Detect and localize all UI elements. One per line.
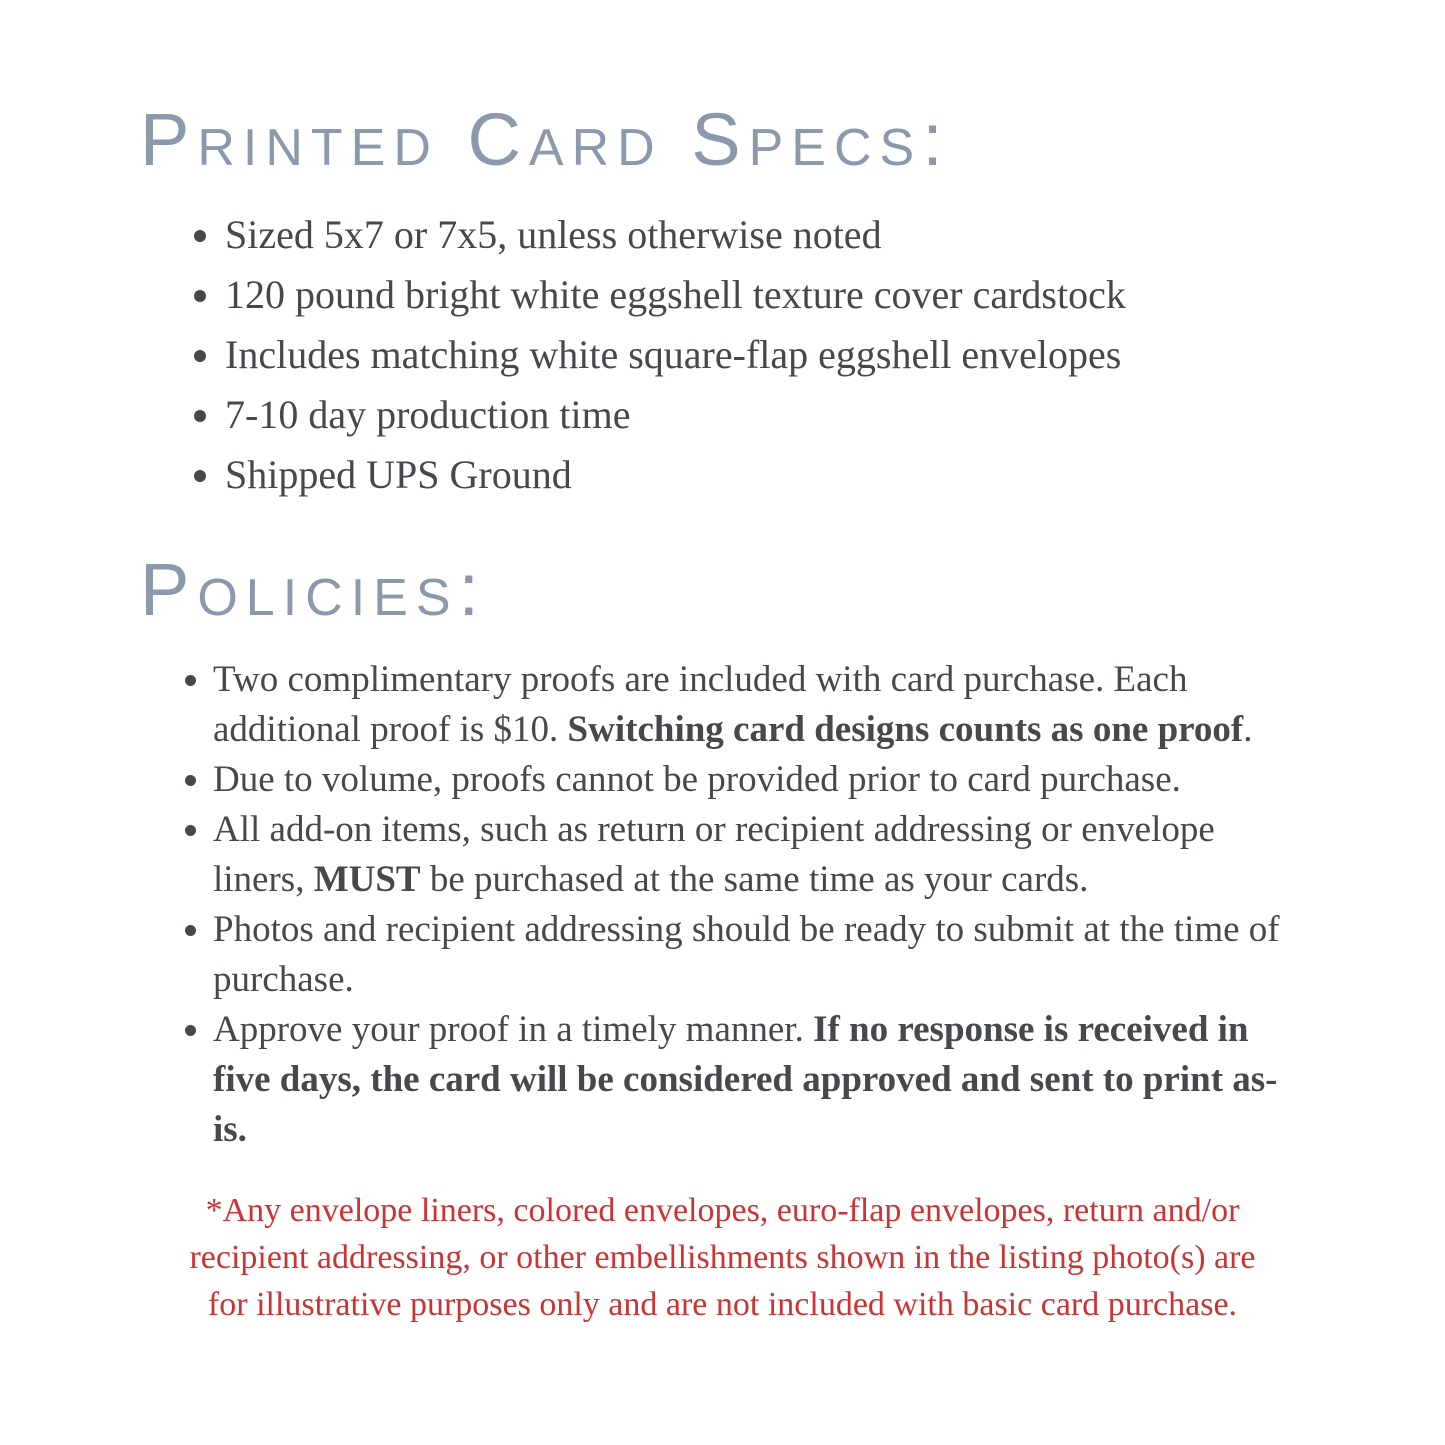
list-item bbox=[213, 905, 1295, 1005]
policies-heading: Policies: bbox=[140, 548, 488, 631]
disclaimer-line: *Any envelope liners, colored envelopes, euro-flap envelopes, return and/or bbox=[205, 1192, 1240, 1229]
text-segment: Two complimentary proofs are included with card purchase. Each additional proof is $10. bbox=[213, 659, 1188, 750]
text-segment-bold: MUST bbox=[313, 859, 421, 900]
list-item bbox=[213, 1005, 1295, 1155]
printed-card-specs-section bbox=[0, 98, 1445, 505]
text-segment: 7-10 day production time bbox=[225, 392, 631, 437]
list-item bbox=[213, 655, 1295, 755]
list-item bbox=[213, 755, 1295, 805]
text-segment: . bbox=[1243, 709, 1253, 750]
policies-section bbox=[0, 548, 1445, 1155]
text-segment: Approve your proof in a timely manner. bbox=[213, 1009, 814, 1050]
printed-card-specs-list bbox=[140, 205, 1295, 505]
disclaimer bbox=[88, 1187, 1358, 1328]
text-segment: Due to volume, proofs cannot be provided prior to card purchase. bbox=[213, 759, 1181, 800]
text-segment-bold: Switching card designs counts as one proof bbox=[567, 709, 1244, 750]
list-item bbox=[225, 325, 1295, 385]
text-segment: All add-on items, such as return or recipient addressing or envelope liners, bbox=[213, 809, 1215, 900]
list-item bbox=[213, 805, 1295, 905]
list-item bbox=[225, 385, 1295, 445]
text-segment: Photos and recipient addressing should be ready to submit at the time of purchase. bbox=[213, 909, 1280, 1000]
list-item bbox=[225, 205, 1295, 265]
text-segment-bold: If no response is received in five days, the card will be considered approved and sent to print as-is. bbox=[213, 1009, 1278, 1150]
text-segment: Shipped UPS Ground bbox=[225, 452, 572, 497]
text-segment: 120 pound bright white eggshell texture cover cardstock bbox=[225, 272, 1126, 317]
list-item bbox=[225, 265, 1295, 325]
text-segment: Sized 5x7 or 7x5, unless otherwise noted bbox=[225, 212, 882, 257]
disclaimer-line: for illustrative purposes only and are not included with basic card purchase. bbox=[207, 1286, 1238, 1323]
disclaimer-line: recipient addressing, or other embellishments shown in the listing photo(s) are bbox=[189, 1239, 1256, 1276]
text-segment: Includes matching white square-flap eggshell envelopes bbox=[225, 332, 1122, 377]
printed-card-specs-heading: Printed Card Specs: bbox=[140, 98, 951, 181]
list-item bbox=[225, 445, 1295, 505]
policies-list bbox=[140, 655, 1295, 1155]
text-segment: be purchased at the same time as your cards. bbox=[420, 859, 1089, 900]
